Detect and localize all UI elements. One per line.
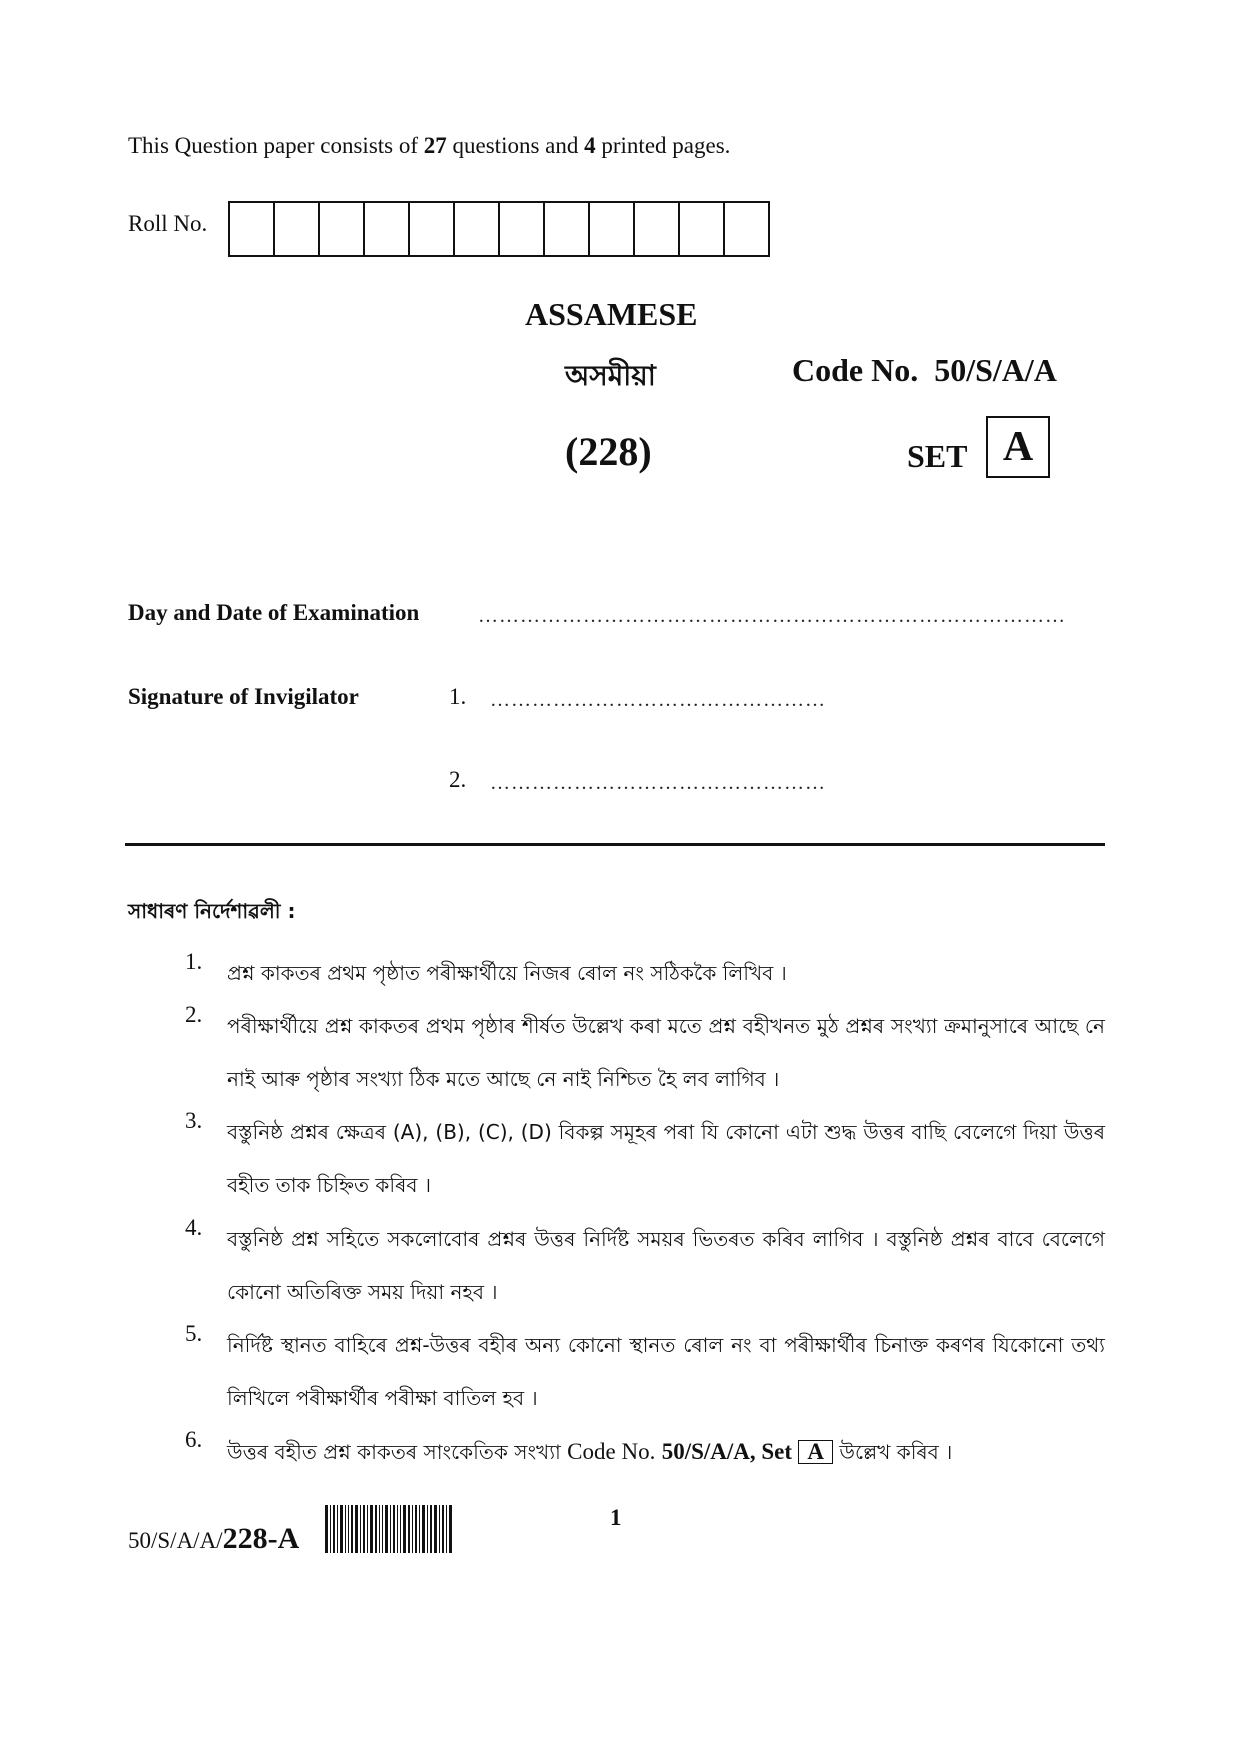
instruction-item: 5. নিৰ্দিষ্ট স্থানত বাহিৰে প্ৰশ্ন-উত্তৰ বহীৰ অন্য কোনো স্থানত ৰোল নং বা পৰীক্ষাৰ্থীৰ চিনাক্ত কৰণৰ যিকোনো তথ্য লিখিলে পৰীক্ষাৰ্থীৰ পৰীক্ষা বাতিল হব ।	[185, 1321, 1105, 1410]
invigilator-signature-1[interactable]: …………………………………………	[490, 689, 826, 711]
section-divider	[125, 843, 1105, 846]
page-number: 1	[610, 1505, 622, 1530]
footer-code: 50/S/A/A/228-A	[128, 1522, 300, 1555]
code-number: Code No. 50/S/A/A	[792, 352, 1057, 388]
roll-box[interactable]	[230, 203, 275, 255]
roll-box[interactable]	[590, 203, 635, 255]
instruction-item: 2. পৰীক্ষাৰ্থীয়ে প্ৰশ্ন কাকতৰ প্ৰথম পৃষ্ঠাৰ শীৰ্ষত উল্লেখ কৰা মতে প্ৰশ্ন বহীখনত মুঠ প্ৰশ্নৰ সংখ্যা ক্ৰমানুসাৰে আছে নে নাই আৰু পৃষ্ঠাৰ সংখ্যা ঠিক মতে আছে নে নাই নিশ্চিত হৈ লব লাগিব ।	[185, 1002, 1105, 1091]
set-inline-box: A	[798, 1440, 833, 1464]
roll-box[interactable]	[725, 203, 768, 255]
subject-title: ASSAMESE	[525, 296, 698, 332]
roll-box[interactable]	[365, 203, 410, 255]
roll-box[interactable]	[635, 203, 680, 255]
roll-box[interactable]	[455, 203, 500, 255]
set-label: SET	[907, 438, 968, 474]
questions-count: 27	[423, 133, 447, 158]
roll-box[interactable]	[545, 203, 590, 255]
exam-date-label: Day and Date of Examination	[128, 600, 420, 625]
subject-title-assamese: অসমীয়া	[565, 359, 656, 392]
roll-box[interactable]	[320, 203, 365, 255]
invigilator-signature-2[interactable]: …………………………………………	[490, 772, 826, 794]
roll-number-boxes[interactable]	[228, 201, 770, 257]
instruction-item: 4. বস্তুনিষ্ঠ প্ৰশ্ন সহিতে সকলোবোৰ প্ৰশ্নৰ উত্তৰ নিৰ্দিষ্ট সময়ৰ ভিতৰত কৰিব লাগিব । বস্তুনিষ্ঠ প্ৰশ্নৰ বাবে বেলেগে কোনো অতিৰিক্ত সময় দিয়া নহব ।	[185, 1215, 1105, 1304]
instruction-item: 3. বস্তুনিষ্ঠ প্ৰশ্নৰ ক্ষেত্ৰৰ (A), (B), (C), (D) বিকল্প সমূহৰ পৰা যি কোনো এটা শুদ্ধ উত্তৰ বাছি বেলেগে দিয়া উত্তৰ বহীত তাক চিহ্নিত কৰিব ।	[185, 1108, 1105, 1197]
roll-box[interactable]	[500, 203, 545, 255]
roll-box[interactable]	[410, 203, 455, 255]
subject-number: (228)	[565, 429, 652, 474]
instruction-item-6: 6. উত্তৰ বহীত প্ৰশ্ন কাকতৰ সাংকেতিক সংখ্যা Code No. 50/S/A/A, Set A উল্লেখ কৰিব ।	[185, 1427, 953, 1464]
roll-box[interactable]	[680, 203, 725, 255]
instruction-item: 1. প্ৰশ্ন কাকতৰ প্ৰথম পৃষ্ঠাত পৰীক্ষাৰ্থীয়ে নিজৰ ৰোল নং সঠিককৈ লিখিব ।	[185, 949, 787, 985]
sig2-number: 2.	[449, 767, 467, 792]
roll-box[interactable]	[275, 203, 320, 255]
barcode	[325, 1505, 454, 1553]
pages-count: 4	[584, 133, 596, 158]
sig1-number: 1.	[449, 684, 467, 709]
roll-label: Roll No.	[128, 211, 208, 236]
exam-date-field[interactable]: …………………………………………………………………………	[478, 605, 1066, 627]
set-box: A	[986, 416, 1050, 478]
invigilator-label: Signature of Invigilator	[128, 684, 359, 709]
intro-line: This Question paper consists of 27 questions and 4 printed pages.	[128, 133, 731, 158]
instructions-title: সাধাৰণ নিৰ্দেশাৱলী :	[128, 899, 296, 923]
